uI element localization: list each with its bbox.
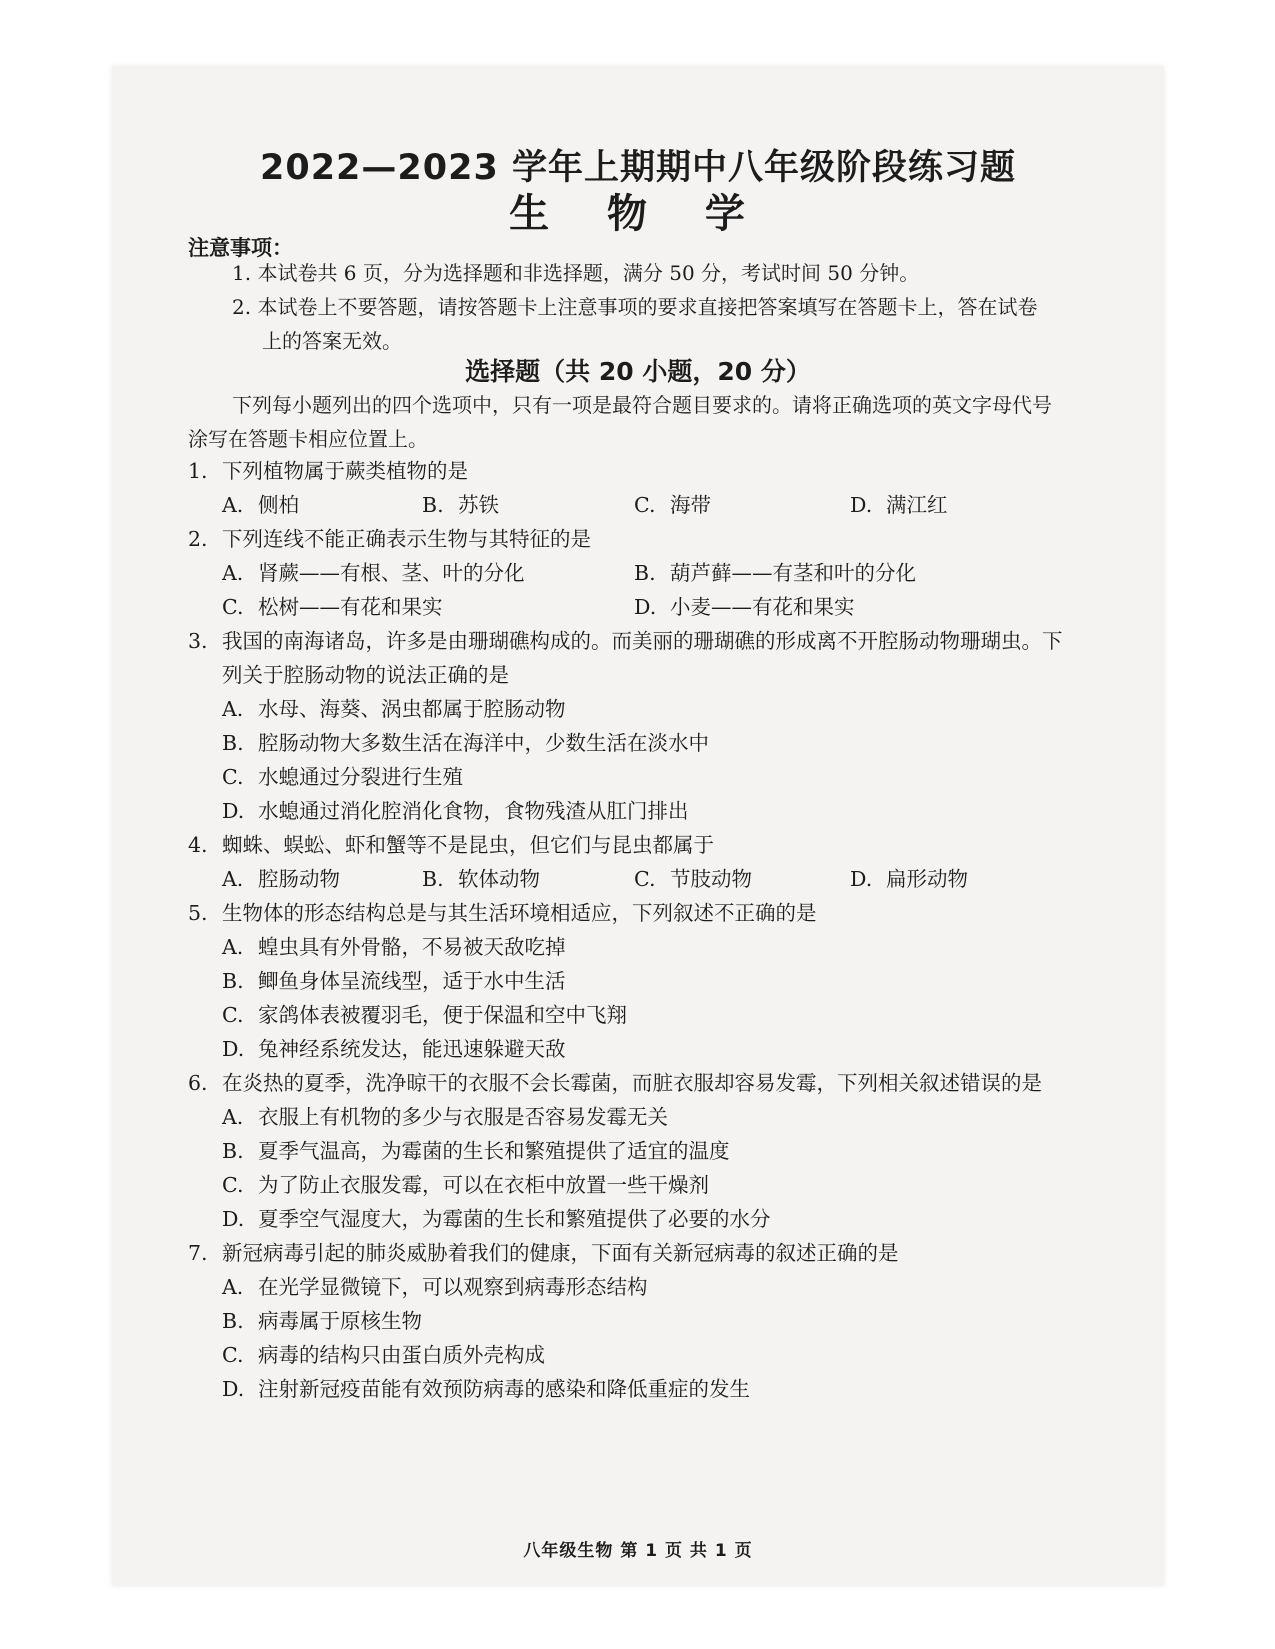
question-6-stem: 6. 在炎热的夏季，洗净晾干的衣服不会长霉菌，而脏衣服却容易发霉，下列相关叙述错误的是 bbox=[188, 1071, 1042, 1095]
exam-page bbox=[112, 66, 1164, 1586]
section-instruction bbox=[188, 388, 1118, 456]
q2-option-b: B. 葫芦藓——有茎和叶的分化 bbox=[634, 561, 916, 585]
question-5-stem: 5. 生物体的形态结构总是与其生活环境相适应，下列叙述不正确的是 bbox=[188, 901, 817, 925]
q5-option-b: B. 鲫鱼身体呈流线型，适于水中生活 bbox=[222, 969, 566, 993]
q6-option-b: B. 夏季气温高，为霉菌的生长和繁殖提供了适宜的温度 bbox=[222, 1139, 730, 1163]
exam-title: 2022—2023 学年上期期中八年级阶段练习题 bbox=[259, 148, 1016, 188]
q4-option-c: C. 节肢动物 bbox=[634, 867, 752, 891]
q3-option-d: D. 水螅通过消化腔消化食物，食物残渣从肛门排出 bbox=[222, 799, 689, 823]
q2-option-a: A. 肾蕨——有根、茎、叶的分化 bbox=[222, 561, 525, 585]
notes-heading: 注意事项： bbox=[188, 236, 293, 260]
question-2-stem: 2. 下列连线不能正确表示生物与其特征的是 bbox=[188, 527, 591, 551]
note-item-2-continued: 上的答案无效。 bbox=[262, 329, 402, 353]
q5-option-d: D. 兔神经系统发达，能迅速躲避天敌 bbox=[222, 1037, 566, 1061]
q1-option-a: A. 侧柏 bbox=[222, 493, 299, 517]
instruction-line-2: 涂写在答题卡相应位置上。 bbox=[188, 427, 428, 451]
q3-option-a: A. 水母、海葵、涡虫都属于腔肠动物 bbox=[222, 697, 566, 721]
question-1-stem: 1. 下列植物属于蕨类植物的是 bbox=[188, 459, 468, 483]
q5-option-c: C. 家鸽体表被覆羽毛，便于保温和空中飞翔 bbox=[222, 1003, 627, 1027]
q2-option-d: D. 小麦——有花和果实 bbox=[634, 595, 855, 619]
note-item-2: 2. 本试卷上不要答题，请按答题卡上注意事项的要求直接把答案填写在答题卡上，答在试卷 bbox=[232, 295, 1038, 319]
q4-option-b: B. 软体动物 bbox=[422, 867, 540, 891]
q6-option-c: C. 为了防止衣服发霉，可以在衣柜中放置一些干燥剂 bbox=[222, 1173, 709, 1197]
q4-option-a: A. 腔肠动物 bbox=[222, 867, 340, 891]
note-item-1: 1. 本试卷共 6 页，分为选择题和非选择题，满分 50 分，考试时间 50 分钟。 bbox=[232, 261, 920, 285]
q1-option-b: B. 苏铁 bbox=[422, 493, 499, 517]
q5-option-a: A. 蝗虫具有外骨骼，不易被天敌吃掉 bbox=[222, 935, 566, 959]
q7-option-a: A. 在光学显微镜下，可以观察到病毒形态结构 bbox=[222, 1275, 648, 1299]
q7-option-d: D. 注射新冠疫苗能有效预防病毒的感染和降低重症的发生 bbox=[222, 1377, 750, 1401]
question-4-stem: 4. 蜘蛛、蜈蚣、虾和蟹等不是昆虫，但它们与昆虫都属于 bbox=[188, 833, 714, 857]
section-heading: 选择题（共 20 小题，20 分） bbox=[465, 357, 811, 386]
q7-option-c: C. 病毒的结构只由蛋白质外壳构成 bbox=[222, 1343, 545, 1367]
question-3-stem: 3. 我国的南海诸岛，许多是由珊瑚礁构成的。而美丽的珊瑚礁的形成离不开腔肠动物珊瑚虫。下 bbox=[188, 629, 1063, 653]
q3-option-b: B. 腔肠动物大多数生活在海洋中，少数生活在淡水中 bbox=[222, 731, 709, 755]
q4-option-d: D. 扁形动物 bbox=[850, 867, 968, 891]
question-7-stem: 7. 新冠病毒引起的肺炎威胁着我们的健康，下面有关新冠病毒的叙述正确的是 bbox=[188, 1241, 899, 1265]
q6-option-d: D. 夏季空气湿度大，为霉菌的生长和繁殖提供了必要的水分 bbox=[222, 1207, 771, 1231]
q2-option-c: C. 松树——有花和果实 bbox=[222, 595, 443, 619]
page-footer: 八年级生物 第 1 页 共 1 页 bbox=[523, 1541, 753, 1561]
q1-option-d: D. 满江红 bbox=[850, 493, 948, 517]
q1-option-c: C. 海带 bbox=[634, 493, 711, 517]
q3-option-c: C. 水螅通过分裂进行生殖 bbox=[222, 765, 463, 789]
q6-option-a: A. 衣服上有机物的多少与衣服是否容易发霉无关 bbox=[222, 1105, 668, 1129]
instruction-line-1: 下列每小题列出的四个选项中，只有一项是最符合题目要求的。请将正确选项的英文字母代号 bbox=[232, 393, 1052, 417]
question-3-stem-continued: 列关于腔肠动物的说法正确的是 bbox=[222, 663, 509, 687]
exam-subject: 生 物 学 bbox=[509, 191, 767, 237]
q7-option-b: B. 病毒属于原核生物 bbox=[222, 1309, 422, 1333]
